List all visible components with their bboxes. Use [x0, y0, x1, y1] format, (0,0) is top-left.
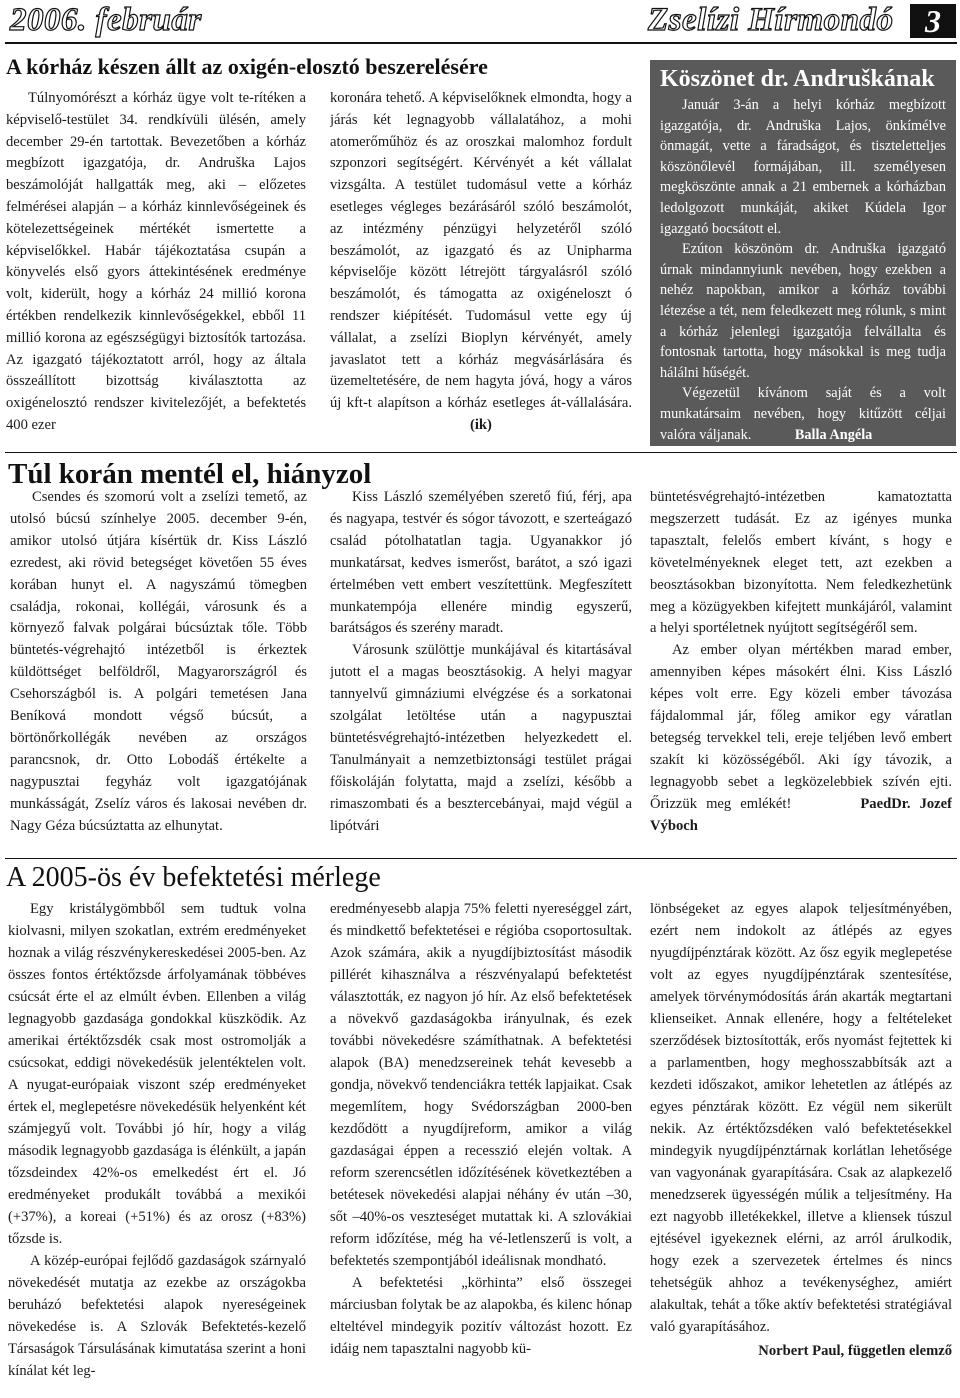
hospital-article-text-2: koronára tehető. A képviselőknek elmondta, hogy a járás két legnagyobb vállalatához, a mohi atomerőműhöz és az oroszkai malomhoz fordult szponzori segítségért. Kérvényét a két vállalat vizsgálta. A testület tudomásul vette a kórház esetleges végleges bezárásáról szóló beszámolót, az intézmény pénzügyi helyzetéről szóló beszámolót, az igazgató és az Unipharma képviselője között létrejött tárgyalásról szóló beszámolót, és támogatta az oxigéneloszt ó rendszer kiépítését. Tudomásul vette egy új vállalat, a zselízi Bioplyn kérvényét, amely javaslatot tett a kórház megvásárlására és üzemeltetésére, de nem hagyta jóvá, hogy a város új kft-t alapítson a kórház esetleges át-vállalására. (ik) — [330, 88, 632, 437]
investment-text-1b: A közép-európai fejlődő gazdaságok szárnyaló növekedését mutatja az ezekbe az országokba beruházó befektetési alapok nyereségeinek növekedése is. A Szlovák Befektetés-kezelő Társaságok Társulásának kimutatása szerint a honi kínálat két leg- — [8, 1253, 306, 1379]
obituary-column-3 — [650, 487, 952, 842]
investment-text-2b: A befektetési „körhinta” első összegei márciusban folytak be az alapokba, és kilenc hónap elteltével mindegyik pozitív változást hozott. Ez idáig nem tapasztalni nagyobb kü- — [330, 1275, 632, 1357]
investment-text-2a: eredményesebb alapja 75% feletti nyereséggel zárt, és mindkettő befektetései e régióba csoportosultak. Azok számára, akik a nyugdíjbiztosítást második pillérét kihasználva a részvényalapú befektetést választották, ez nagyon jó hír. Az első befektetések a növekvő gazdaságokba irányulnak, és ezek további növekedésre számíthatnak. A befektetési alapok (BA) menedzsereinek tehát kevesebb a gondja, növekvő tendenciákra tették lapjaikat. Csak megemlítem, hogy Svédországban 2000-ben kezdődött a nyugdíjreform, amikor a világ gazdaságai éppen a recesszió elején voltak. A reform szerencsétlen időzítésének következtében a betétesek növekedési alapjai néhány év után –30, sőt –40%-os veszteséget mutattak ki. A szlovákiai reform időzítése, még ha vé-letlenszerű is volt, a befektetés szempontjából ideálisnak mondható. — [330, 901, 632, 1269]
thanks-box-title: Köszönet dr. Andruškának — [660, 66, 935, 92]
thanks-box-paragraph-3: Végezetül kívánom saját és a volt munkatársaim nevében, hogy kitűzött céljai valóra váljanak. Balla Angéla — [660, 385, 946, 443]
thanks-box-signature: Balla Angéla — [794, 426, 873, 443]
hospital-article-column-1 — [6, 88, 306, 438]
newspaper-name: Zselízi Hírmondó — [648, 2, 894, 38]
investment-column-2 — [330, 898, 632, 1398]
section-rule-2 — [5, 858, 957, 859]
investment-text-3: lönbségeket az egyes alapok teljesítményében, ezért nem indokolt az átlépés az egyes nyugdíjpénztárak között. Az ősz egyik meglepetése volt az egyes nyugdíjpénztárak szentesítése, amelyek törvénymódosítás árán akarták megtartani klienseiket. Annak ellenére, hogy a feltételeket szerződések biztosították, erős nyomást fejtettek ki a parlamentben, hogy meghosszabbítsák azt a kezdeti időszakot, amikor lehetetlen az átlépés az egyes pénztárak között. Ez végül nem sikerült nekik. Az értéktőzsdéken való befektetésekkel mindegyik nyugdíjpénztárnak korlátlan lehetősége van vagyonának gyarapítására. Csak az alapkezelő menedzserek ügyességén múlik a teljesítmény. Ha ezt nagyobb illetékekkel, illetve a kliensek túszul ejtésével igyekeznek elérni, az arról árulkodik, hogy ezek a szervezetek értelmes és nincs tehetségük ahhoz a tevékenységhez, amiért alakultak, tehát a tőke aktív befektetési stratégiával való gyarapításához. — [650, 901, 952, 1335]
page-number: 3 — [910, 4, 956, 38]
investment-signature: Norbert Paul, független elemző — [758, 1343, 952, 1359]
thanks-box-paragraph-1: Január 3-án a helyi kórház megbízott igazgatója, dr. Andruška Lajos, önkímélve önmagát, vette a fáradságot, és tiszteletteljes köszönőlevél formájában, ill. személyesen megköszönte annak a 21 embernek a kórházban ledolgozott munkáját, akiket Kúdela Igor igazgató bocsátott el. — [660, 97, 946, 237]
header-rule — [5, 42, 957, 44]
article-title-investment: A 2005-ös év befektetési mérlege — [6, 862, 381, 893]
obituary-signature: PaedDr. Jozef Výboch — [650, 795, 952, 834]
obituary-column-1 — [10, 487, 307, 842]
issue-date: 2006. február — [10, 2, 202, 38]
hospital-article-column-2 — [330, 88, 632, 438]
thanks-box-paragraph-2: Ezúton köszönöm dr. Andruška igazgató úrnak mindannyiunk nevében, hogy ezekben a nehéz napokban, amikor a kórház további létezése a tét, nem feledkezett meg rólunk, s mint a kórház jelenlegi igazgatója felvállalta és fontosnak tartotta, hogy másokkal is meg tudja hálálni hűségét. — [660, 241, 946, 381]
obituary-text-1: Csendes és szomorú volt a zselízi temető, az utolsó búcsú színhelye 2005. december 9-én, amikor utolsó útjára kísértük dr. Kiss László ezredest, aki rövid betegséget követően 55 éves korában hunyt el. A nagyszámú tömegben családja, rokonai, kollégái, városunk és a környező falvak polgárai búcsúztak tőle. Több büntetés-végrehajtó intézetből is érkeztek küldöttséget belföldről, Magyarországról és Csehországból is. A polgári temetésen Jana Beníková mondott végső búcsút, a börtönőrkollégák nevében az országos parancsnok, dr. Otto Lobodáš értékelte a nagypusztai fegyház volt igazgatójának munkásságát, Zselíz város és lakosai nevében dr. Nagy Géza búcsúztatta az elhunytat. — [10, 489, 307, 834]
obituary-text-2b: Városunk szülöttje munkájával és kitartásával jutott el a magas beosztásokig. A helyi magyar tannyelvű gimnáziumi elvégzése és a sorkatonai szolgálat letöltése után a nagypusztai büntetésvégrehajtó-intézetben helyezkedett el. Tanulmányait a nemzetbiztonsági testület prágai főiskoláján folytatta, majd a zselízi, később a rimaszombati és a besztercebányai, majd végül a lipótvári — [330, 642, 632, 834]
article-title-obituary: Túl korán mentél el, hiányzol — [8, 458, 372, 490]
obituary-text-3a: büntetésvégrehajtó-intézetben kamatoztatta megszerzett tudását. Ez az igényes munka tapasztalt, felelős embert kívánt, s hogy e követelményeknek eleget tett, azt ezekben a beosztásokban bizonyította. Nem feledkezhetünk meg a közügyekben kifejtett munkájáról, valamint a helyi sportéletnek nyújtott segítségéről sem. — [650, 489, 952, 637]
article-title-hospital: A kórház készen állt az oxigén-elosztó beszerelésére — [6, 54, 488, 79]
hospital-article-signature: (ik) — [470, 416, 492, 433]
section-rule-1 — [5, 452, 957, 453]
investment-column-1 — [8, 898, 306, 1398]
obituary-column-2 — [330, 487, 632, 842]
obituary-text-2a: Kiss László személyében szerető fiú, férj, apa és nagyapa, testvér és sógor távozott, e szerteágazó család pótolhatatlan tagja. Ugyanakkor jó munkatársat, kedves ismerőst, barátot, a szó igazi értelmében vett embert veszítettünk. Megfeszített munkatempója ellenére mindig egyszerű, barátságos és szerény maradt. — [330, 489, 632, 637]
obituary-text-3b: Az ember olyan mértékben marad ember, amennyiben képes másokért élni. Kiss László képes volt erre. Egy közeli ember távozása fájdalommal jár, főleg amikor egy váratlan betegség tervekkel teli, ereje teljében levő embert szakít ki közösségéből. Aki így távozik, a legnagyobb sebet a legközelebbiek szívén ejti. Őrizzük meg emlékét! PaedDr. Jozef Výboch — [650, 642, 952, 834]
hospital-article-text-1: Túlnyomórészt a kórház ügye volt te-rítéken a képviselő-testület 34. rendkívüli ülésén, amely december 29-én tartottak. Bevezetőben a kórház megbízott igazgatója, dr. Andruška Lajos beszámolóját hallgatták meg, aki – előzetes felmérései alapján – a kórház kinnlevőségeinek és kötelezettségeinek mértékét ismertette a képviselőkkel. Habár tájékoztatása csupán a könyvelés első gyors áttekintésének eredménye volt, kiderült, hogy a kórház 24 millió korona értékben rendelkezik kinnlevőségekkel, ebből 11 millió korona az egészségügyi biztosítók tartozása. Az igazgató tájékoztatott arról, hogy az általa összeállított bizottság kiválasztotta az oxigénelosztó rendszer kivitelezőjét, a befektetés 400 ezer — [6, 90, 306, 433]
investment-column-3 — [650, 898, 952, 1398]
investment-text-1a: Egy kristálygömbből sem tudtuk volna kiolvasni, milyen szokatlan, extrém eredményeket hoznak a világ részvénykereskedései 2005-ben. Az összes fontos értéktőzsde árfolyamának többéves csúcsát érte el az elmúlt évben. Ellenben a világ legnagyobb gazdasága gondokkal küszködik. Az amerikai értéktőzsdék csak most ostromolják a csúcsokat, eddigi növekedésük jelentéktelen volt. A nyugat-európaiak viszont szép eredményeket értek el, meglepetésre növekedésük helyenként két számjegyű volt. További jó hír, hogy a világ második legnagyobb gazdasága is élénkült, a japán tőzsdeindex 42%-os emelkedést ért el. Jó eredményeket produkált továbbá a mexikói (+37%), a koreai (+51%) és az orosz (+83%) tőzsde is. — [8, 901, 306, 1247]
thanks-box — [650, 60, 956, 446]
